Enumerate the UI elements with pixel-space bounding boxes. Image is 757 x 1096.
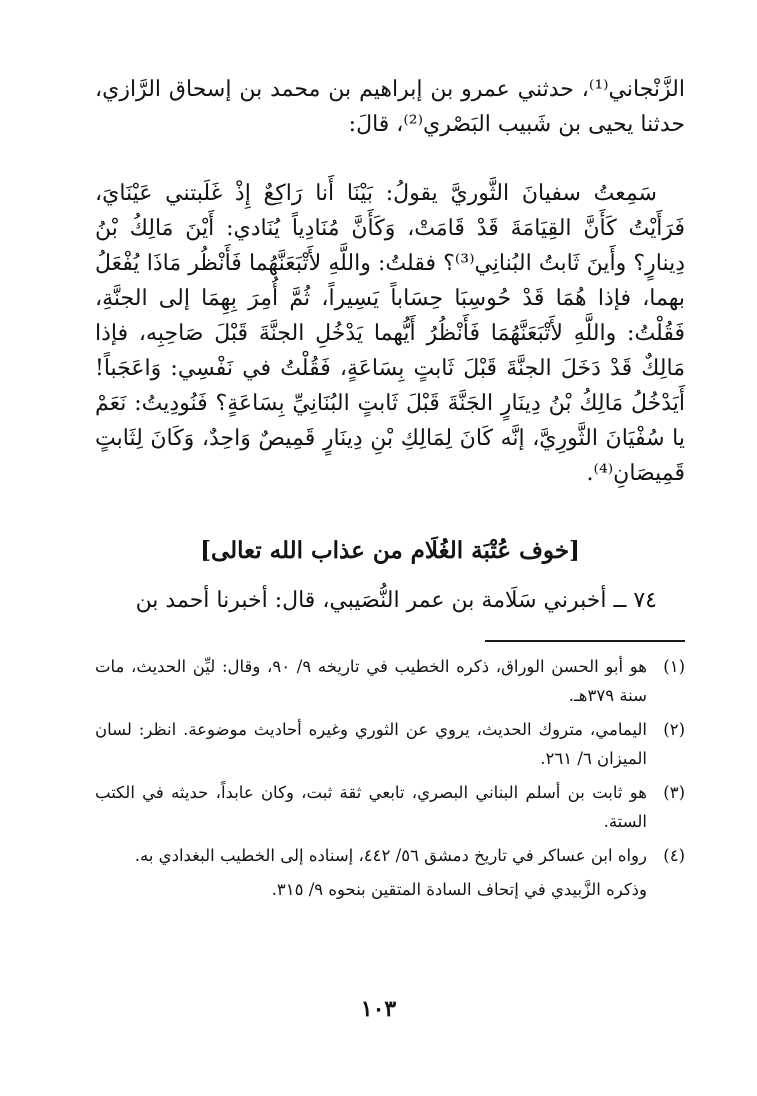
footnote-3 [95, 778, 685, 836]
footnote-number: (١) [663, 657, 685, 676]
footnote-1 [95, 652, 685, 710]
footnote-text: هو أبو الحسن الوراق، ذكره الخطيب في تاريخه ٩/ ٩٠، وقال: ليِّن الحديث، مات سنة ٣٧٩هـ. [95, 657, 647, 705]
paragraph-74: ٧٤ ــ أخبرني سَلَامة بن عمر النُّصَيبي، قال: أخبرنا أحمد بن [135, 588, 657, 613]
section-heading: [خوف عُتْبَة الغُلَام من عذاب الله تعالى] [200, 537, 580, 564]
footnote-number: (٢) [663, 720, 685, 739]
intro-paragraph: الزَّنْجاني⁽¹⁾، حدثني عمرو بن إبراهيم بن محمد بن إسحاق الرَّازي، حدثنا يحيى بن شَبيب البَصْري⁽²⁾، قالَ: [95, 77, 685, 137]
footnote-number: (٣) [663, 783, 685, 802]
footnote-2 [95, 715, 685, 773]
footnotes [95, 652, 685, 904]
footnote-text: اليمامي، متروك الحديث، يروي عن الثوري وغيره أحاديث موضوعة. انظر: لسان الميزان ٦/ ٢٦١. [95, 720, 647, 768]
footnote-4-continuation: وذكره الزَّبيدي في إتحاف السادة المتقين بنحوه ٩/ ٣١٥. [271, 880, 647, 899]
main-text [95, 72, 685, 491]
footnote-text: هو ثابت بن أسلم البناني البصري، تابعي ثقة ثبت، وكان عابداً، حديثه في الكتب الستة. [95, 783, 647, 831]
footnote-text: رواه ابن عساكر في تاريخ دمشق ٥٦/ ٤٤٢، إسناده إلى الخطيب البغدادي به. [134, 846, 647, 865]
footnote-4 [95, 841, 685, 870]
footnote-separator [485, 640, 685, 642]
footnote-number: (٤) [663, 846, 685, 865]
page-content [95, 72, 685, 904]
page-number: ١٠٣ [360, 996, 397, 1022]
narration-paragraph: سَمِعتُ سفيانَ الثَّوريَّ يقولُ: بَيْنَا أَنا رَاكِعٌ إِذْ غَلَبتني عَيْنَايَ، فَرَأَيْتُ كَأَنَّ القِيَامَةَ قَدْ قَامَتْ، وَكَأَنَّ مُنَادِياً يُنَادي: أَيْنَ مَالِكُ بْنُ دِينارٍ؟ وأَينَ ثَابتُ البُنانِي⁽³⁾؟ فقلتُ: واللَّهِ لأَتْبَعَنَّهُما فَأَنْظُر مَاذَا يُفْعَلُ بهما، فإذا هُمَا قَدْ حُوسِبَا حِسَاباً يَسِيراً، ثُمَّ أُمِرَ بِهِمَا إلى الجنَّةِ، فَقُلْتُ: واللَّهِ لأَتْبَعَنَّهُمَا فَأَنْظُرُ أَيُّهما يَدْخُلِ الجنَّةَ قَبْلَ صَاحِبِه، فإذا مَالِكٌ قَدْ دَخَلَ الجنَّةَ قَبْلَ ثَابتٍ بِسَاعَةٍ، فَقُلْتُ في نَفْسِي: وَاعَجَباً! أَيَدْخُلُ مَالِكُ بْنُ دِينَارٍ الجَنَّةَ قَبْلَ ثَابتٍ البُنَانِيِّ بِسَاعَةٍ؟ فَنُودِيتُ: نَعَمْ يا سُفْيَانَ الثَّورِيَّ، إنَّه كَانَ لِمَالِكِ بْنِ دِينَارٍ قَمِيصٌ وَاحِدٌ، وَكَانَ لِثَابتٍ قَمِيصَانِ⁽⁴⁾. [95, 181, 685, 486]
